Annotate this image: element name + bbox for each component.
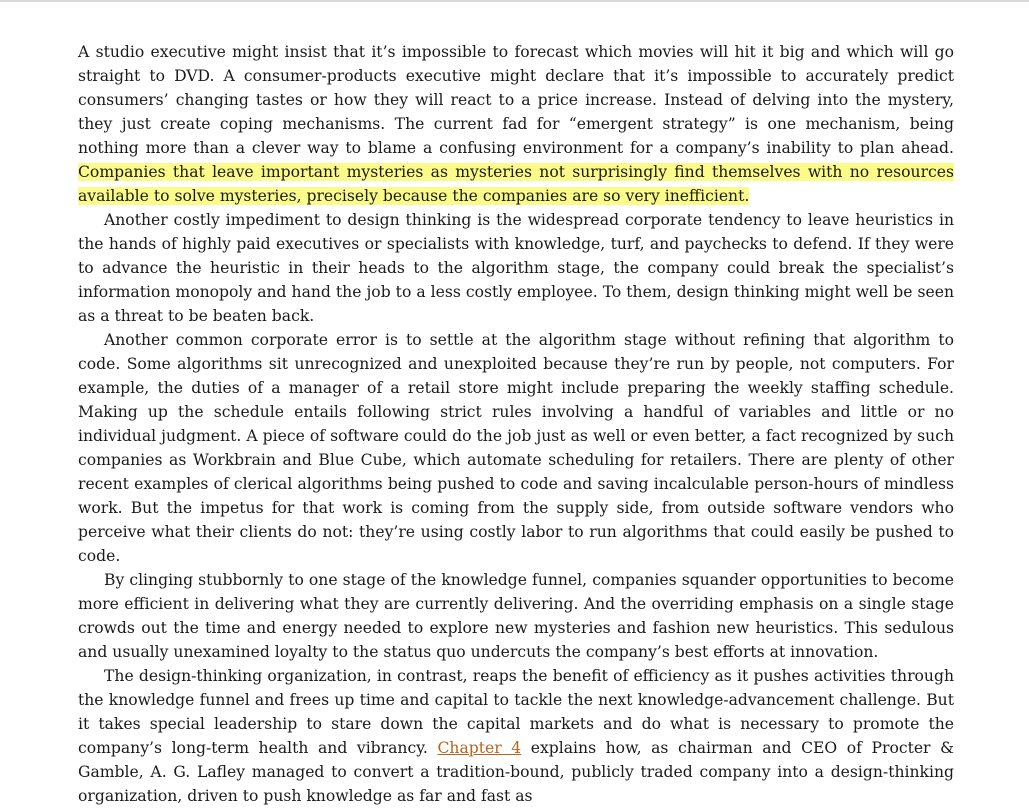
paragraph-1 [78, 40, 954, 208]
highlighted-passage[interactable]: Companies that leave important mysteries as mysteries not surprisingly find themselves with no resources available to solve mysteries, precisely because the companies are so very inefficient. [78, 163, 954, 205]
paragraph-5 [78, 664, 954, 808]
paragraph-1-text: A studio executive might insist that it’s impossible to forecast which movies will hit it big and which will go straight to DVD. A consumer-products executive might declare that it’s impossible to accurately predict consumers’ changing tastes or how they will react to a price increase. Instead of delving into the mystery, they just create coping mechanisms. The current fad for “emergent strategy” is one mechanism, being nothing more than a clever way to blame a confusing environment for a company’s inability to plan ahead. [78, 43, 954, 157]
paragraph-3: Another common corporate error is to settle at the algorithm stage without refining that algorithm to code. Some algorithms sit unrecognized and unexploited because they’re run by people, not computers. For example, the duties of a manager of a retail store might include preparing the weekly staffing schedule. Making up the schedule entails following strict rules involving a handful of variables and little or no individual judgment. A piece of software could do the job just as well or even better, a fact recognized by such companies as Workbrain and Blue Cube, which automate scheduling for retailers. There are plenty of other recent examples of clerical algorithms being pushed to code and saving incalculable person-hours of mindless work. But the impetus for that work is coming from the supply side, from outside software vendors who perceive what their clients do not: they’re using costly labor to run algorithms that could easily be pushed to code. [78, 331, 954, 565]
paragraph-5-text-after: explains how, as chairman and CEO of Procter & Gamble, A. G. Lafley managed to convert a tradition-bound, publicly traded company into a design-thinking organization, driven to push knowledge as far and fast as [78, 739, 954, 805]
book-page [78, 40, 954, 808]
top-border [0, 0, 1029, 2]
chapter-4-link[interactable]: Chapter 4 [437, 739, 522, 757]
paragraph-2: Another costly impediment to design thinking is the widespread corporate tendency to leave heuristics in the hands of highly paid executives or specialists with knowledge, turf, and paychecks to defend. If they were to advance the heuristic in their heads to the algorithm stage, the company could break the specialist’s information monopoly and hand the job to a less costly employee. To them, design thinking might well be seen as a threat to be beaten back. [78, 211, 954, 325]
paragraph-5-text-before: The design-thinking organization, in contrast, reaps the benefit of efficiency as it pushes activities through the knowledge funnel and frees up time and capital to tackle the next knowledge-advancement challenge. But it takes special leadership to stare down the capital markets and do what is necessary to promote the company’s long-term health and vibrancy. [78, 667, 954, 757]
paragraph-4: By clinging stubbornly to one stage of the knowledge funnel, companies squander opportunities to become more efficient in delivering what they are currently delivering. And the overriding emphasis on a single stage crowds out the time and energy needed to explore new mysteries and fashion new heuristics. This sedulous and usually unexamined loyalty to the status quo undercuts the company’s best efforts at innovation. [78, 571, 954, 661]
